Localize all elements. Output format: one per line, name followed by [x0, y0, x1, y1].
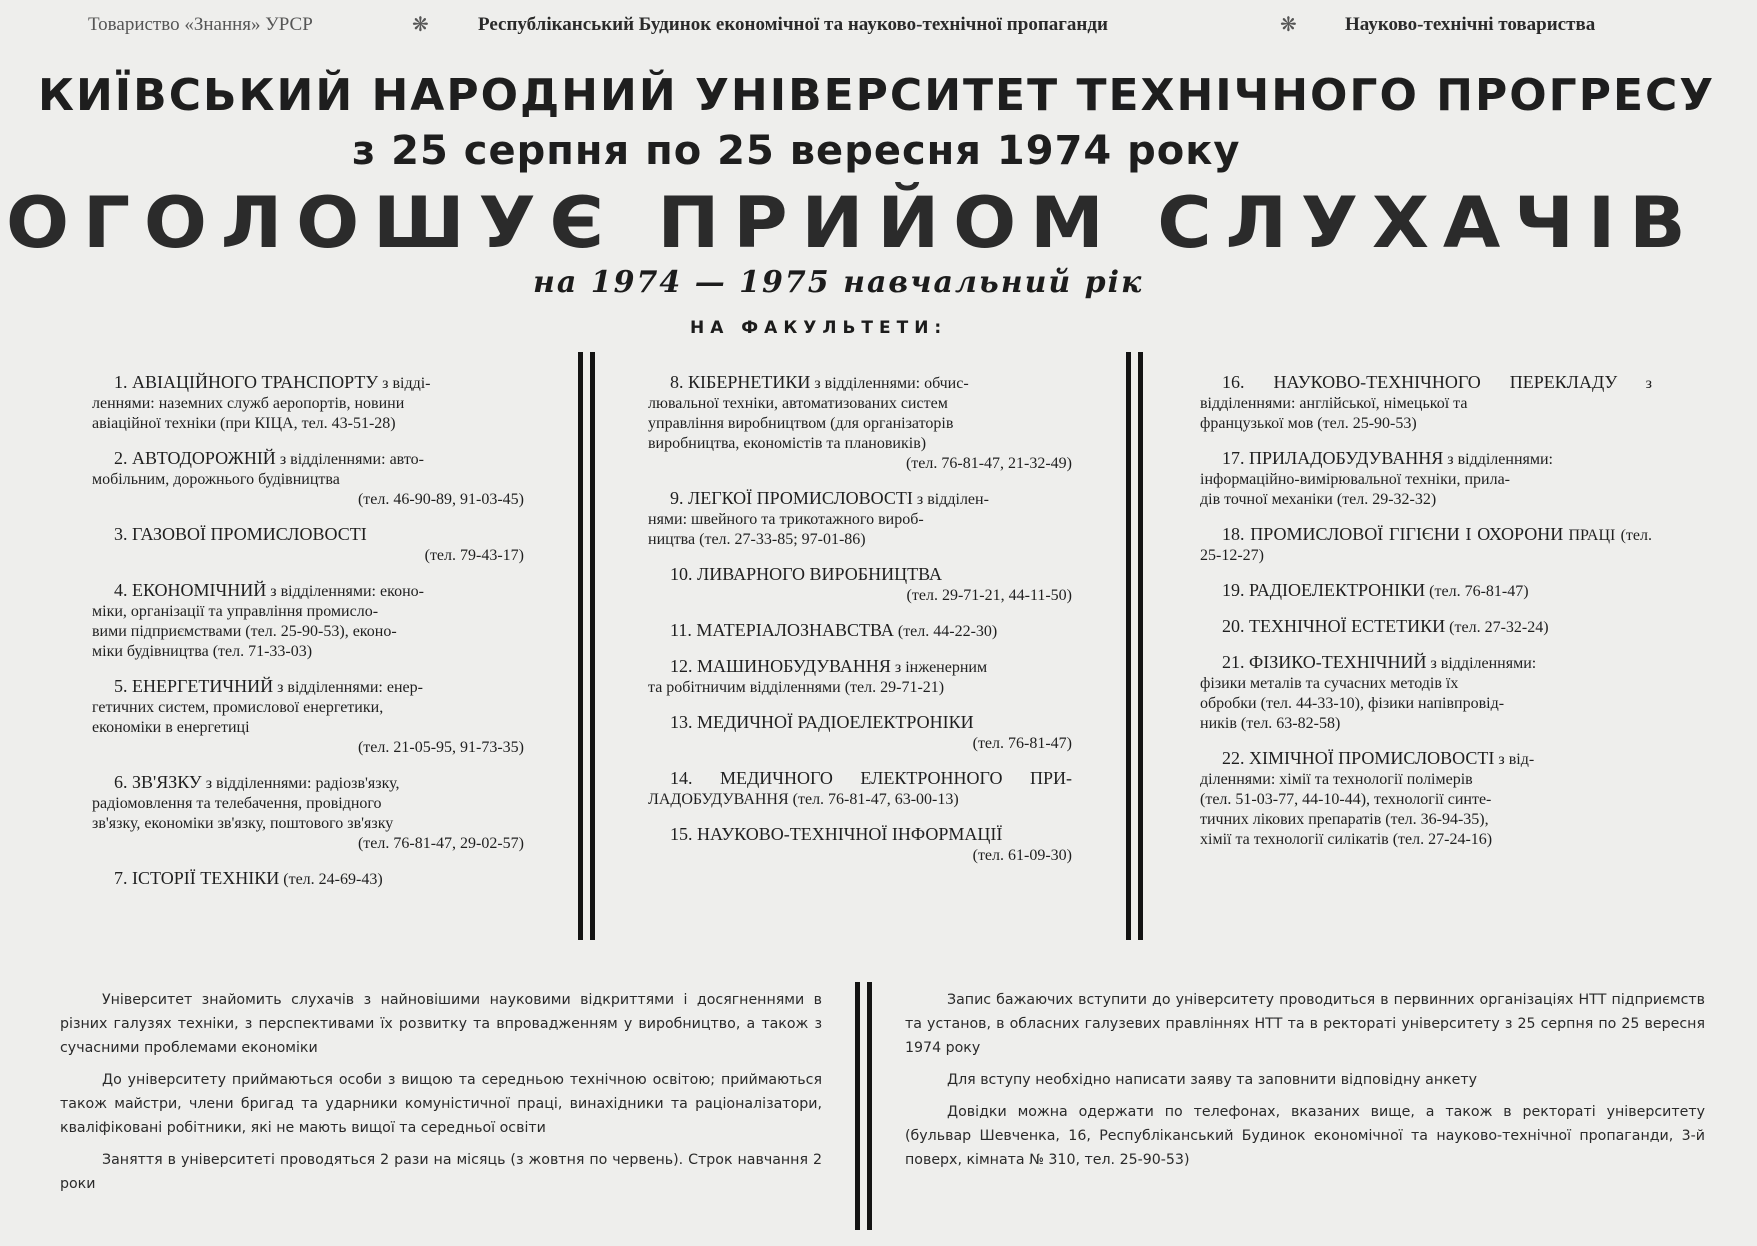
header-org-mid: Республіканський Будинок економічної та науково-технічної пропаганди: [478, 14, 1108, 35]
faculty-phone: (тел. 76-81-47, 29-02-57): [357, 835, 524, 852]
faculty-detail: з відділеннями: енер-: [273, 679, 423, 696]
faculty-item: [1200, 616, 1652, 638]
faculty-detail: економіки в енергетиці: [92, 719, 250, 736]
faculty-detail: з відділеннями: обчис-: [810, 375, 969, 392]
faculty-item: [648, 372, 1072, 474]
info-divider: [855, 982, 860, 1230]
faculty-detail: з відділеннями: авто-: [275, 451, 424, 468]
faculty-name: 10. ЛИВАРНОГО ВИРОБНИЦТВА: [670, 564, 942, 584]
faculty-name: 17. ПРИЛАДОБУДУВАННЯ: [1222, 448, 1444, 468]
faculty-item: [92, 372, 524, 434]
faculty-detail: (тел. 44-22-30): [893, 623, 998, 640]
faculty-phone: (тел. 76-81-47): [972, 735, 1072, 752]
title-headline: ОГОЛОШУЄ ПРИЙОМ СЛУХАЧІВ: [6, 182, 1700, 264]
faculties-heading: НА ФАКУЛЬТЕТИ:: [690, 318, 948, 338]
info-left: [60, 988, 822, 1204]
faculty-item: [92, 868, 524, 890]
faculty-detail: з відділеннями:: [1426, 655, 1537, 672]
faculty-item: [1200, 580, 1652, 602]
faculty-detail: лювальної техніки, автоматизованих систем: [648, 395, 948, 412]
faculty-phone: (тел. 46-90-89, 91-03-45): [357, 491, 524, 508]
title-line2: з 25 серпня по 25 вересня 1974 року: [352, 128, 1241, 174]
column-divider: [590, 352, 595, 940]
faculty-item: [1200, 748, 1652, 850]
header-org-right: Науково-технічні товариства: [1345, 14, 1596, 35]
faculty-detail: з відділеннями: англійської, німецької та: [1200, 375, 1652, 412]
faculty-item: [648, 656, 1072, 698]
faculty-detail: (тел. 24-69-43): [279, 871, 383, 888]
faculty-phone: (тел. 61-09-30): [972, 847, 1072, 864]
faculty-detail: леннями: наземних служб аеропортів, новини: [92, 395, 405, 412]
faculty-name: 20. ТЕХНІЧНОЇ ЕСТЕТИКИ: [1222, 616, 1446, 636]
faculty-item: [1200, 448, 1652, 510]
faculty-item: [648, 712, 1072, 754]
faculty-item: [1200, 652, 1652, 734]
faculty-name: 6. ЗВ'ЯЗКУ: [114, 772, 202, 792]
faculty-name: 18. ПРОМИСЛОВОЇ ГІГІЄНИ І ОХОРОНИ: [1222, 524, 1564, 544]
academic-year: на 1974 — 1975 навчальний рік: [533, 265, 1144, 300]
faculty-detail: з від-: [1494, 751, 1535, 768]
faculty-detail: ництва (тел. 27-33-85; 97-01-86): [648, 531, 866, 548]
faculty-item: [92, 580, 524, 662]
faculty-item: [648, 824, 1072, 866]
faculty-phone: (тел. 29-71-21, 44-11-50): [906, 587, 1072, 604]
faculty-detail: хімії та технології силікатів (тел. 27-24-16): [1200, 831, 1493, 848]
info-paragraph: Заняття в університеті проводяться 2 рази на місяць (з жовтня по червень). Строк навчання 2 роки: [60, 1152, 822, 1192]
faculty-detail: авіаційної техніки (при КІЦА, тел. 43-51-28): [92, 415, 396, 432]
faculty-name: 3. ГАЗОВОЇ ПРОМИСЛОВОСТІ: [114, 524, 367, 544]
faculty-column-1: [92, 372, 524, 904]
info-divider: [867, 982, 872, 1230]
emblem-icon: ❋: [412, 12, 429, 36]
faculty-name: 7. ІСТОРІЇ ТЕХНІКИ: [114, 868, 280, 888]
info-paragraph: До університету приймаються особи з вищою та середньою технічною освітою; приймаються також майстри, члени бригад та ударники комуністичної праці, винахідники та раціоналізатори, кваліфіковані робітники, які не мають вищої та середньої освіти: [60, 1072, 822, 1136]
faculty-detail: ПРАЦІ (тел. 25-12-27): [1200, 527, 1653, 564]
faculty-detail: інформаційно-вимірювальної техніки, прила-: [1200, 471, 1510, 488]
faculty-detail: з відділеннями: радіозв'язку,: [201, 775, 400, 792]
faculty-detail: виробництва, економістів та плановиків): [648, 435, 927, 452]
faculty-name: 15. НАУКОВО-ТЕХНІЧНОЇ ІНФОРМАЦІЇ: [670, 824, 1003, 844]
faculty-item: [648, 768, 1072, 810]
faculty-phone: (тел. 79-43-17): [424, 547, 524, 564]
faculty-name: 2. АВТОДОРОЖНІЙ: [114, 448, 276, 468]
faculty-detail: міки будівництва (тел. 71-33-03): [92, 643, 313, 660]
faculty-detail: гетичних систем, промислової енергетики,: [92, 699, 384, 716]
faculty-detail: вими підприємствами (тел. 25-90-53), еконо-: [92, 623, 397, 640]
faculty-name: 14. МЕДИЧНОГО ЕЛЕКТРОННОГО ПРИ-: [670, 768, 1072, 788]
faculty-name: 1. АВІАЦІЙНОГО ТРАНСПОРТУ: [114, 372, 379, 392]
faculty-name: 13. МЕДИЧНОЇ РАДІОЕЛЕКТРОНІКИ: [670, 712, 974, 732]
faculty-detail: фізики металів та сучасних методів їх: [1200, 675, 1459, 692]
faculty-detail: радіомовлення та телебачення, провідного: [92, 795, 382, 812]
faculty-detail: тичних лікових препаратів (тел. 36-94-35),: [1200, 811, 1489, 828]
faculty-detail: з відді-: [378, 375, 431, 392]
faculty-name: 9. ЛЕГКОЇ ПРОМИСЛОВОСТІ: [670, 488, 913, 508]
faculty-item: [92, 448, 524, 510]
faculty-detail: (тел. 27-32-24): [1445, 619, 1549, 636]
info-paragraph: Запис бажаючих вступити до університету проводиться в первинних організаціях НТТ підприємств та установ, в обласних галузевих правліннях НТТ та в ректораті університету з 25 серпня по 25 вересня 1974 року: [905, 992, 1705, 1056]
faculty-item: [1200, 524, 1652, 566]
faculty-item: [1200, 372, 1652, 434]
faculty-column-3: [1200, 372, 1652, 864]
faculty-detail: (тел. 76-81-47): [1425, 583, 1529, 600]
faculty-column-2: [648, 372, 1072, 880]
faculty-detail: (тел. 51-03-77, 44-10-44), технології синте-: [1200, 791, 1492, 808]
column-divider: [1138, 352, 1143, 940]
faculty-detail: дів точної механіки (тел. 29-32-32): [1200, 491, 1437, 508]
faculty-detail: мобільним, дорожнього будівництва: [92, 471, 340, 488]
column-divider: [578, 352, 583, 940]
faculty-name: 19. РАДІОЕЛЕКТРОНІКИ: [1222, 580, 1426, 600]
faculty-detail: з відділеннями: еконо-: [266, 583, 424, 600]
faculty-name: 22. ХІМІЧНОЇ ПРОМИСЛОВОСТІ: [1222, 748, 1495, 768]
emblem-icon: ❋: [1280, 12, 1297, 36]
info-right: [905, 988, 1705, 1180]
faculty-item: [92, 772, 524, 854]
faculty-item: [92, 676, 524, 758]
faculty-name: 21. ФІЗИКО-ТЕХНІЧНИЙ: [1222, 652, 1427, 672]
info-paragraph: Довідки можна одержати по телефонах, вказаних вище, а також в ректораті університету (бульвар Шевченка, 16, Республіканський Будинок економічної та науково-технічної пропаганди, 3-й поверх, кімната № 310, тел. 25-90-53): [905, 1104, 1705, 1168]
faculty-item: [648, 564, 1072, 606]
faculty-detail: зв'язку, економіки зв'язку, поштового зв'язку: [92, 815, 394, 832]
faculty-detail: з відділен-: [912, 491, 989, 508]
column-divider: [1126, 352, 1131, 940]
info-paragraph: Університет знайомить слухачів з найновішими науковими відкриттями і досягненнями в різних галузях техніки, з перспективами їх розвитку та впровадженням у виробництво, а також з сучасними проблемами економіки: [60, 992, 822, 1056]
faculty-detail: ників (тел. 63-82-58): [1200, 715, 1341, 732]
faculty-name: 8. КІБЕРНЕТИКИ: [670, 372, 811, 392]
faculty-phone: (тел. 76-81-47, 21-32-49): [905, 455, 1072, 472]
header-org-left: Товариство «Знання» УРСР: [88, 14, 313, 35]
faculty-item: [648, 488, 1072, 550]
faculty-item: [648, 620, 1072, 642]
faculty-phone: (тел. 21-05-95, 91-73-35): [357, 739, 524, 756]
faculty-detail: французької мов (тел. 25-90-53): [1200, 415, 1417, 432]
faculty-name: 11. МАТЕРІАЛОЗНАВСТВА: [670, 620, 894, 640]
faculty-name: 16. НАУКОВО-ТЕХНІЧНОГО ПЕРЕКЛАДУ: [1222, 372, 1618, 392]
faculty-name: 12. МАШИНОБУДУВАННЯ: [670, 656, 891, 676]
title-line1: КИЇВСЬКИЙ НАРОДНИЙ УНІВЕРСИТЕТ ТЕХНІЧНОГО ПРОГРЕСУ: [38, 70, 1716, 121]
info-paragraph: Для вступу необхідно написати заяву та заповнити відповідну анкету: [947, 1072, 1478, 1088]
faculty-detail: діленнями: хімії та технології полімерів: [1200, 771, 1473, 788]
faculty-detail: з інженерним: [890, 659, 988, 676]
faculty-item: [92, 524, 524, 566]
faculty-detail: нями: швейного та трикотажного вироб-: [648, 511, 924, 528]
faculty-detail: обробки (тел. 44-33-10), фізики напівпровід-: [1200, 695, 1505, 712]
faculty-detail: ЛАДОБУДУВАННЯ (тел. 76-81-47, 63-00-13): [648, 791, 959, 808]
faculty-name: 5. ЕНЕРГЕТИЧНИЙ: [114, 676, 274, 696]
faculty-detail: та робітничим відділеннями (тел. 29-71-21): [648, 679, 945, 696]
faculty-name: 4. ЕКОНОМІЧНИЙ: [114, 580, 267, 600]
faculty-detail: міки, організації та управління промисло-: [92, 603, 379, 620]
faculty-detail: управління виробництвом (для організаторів: [648, 415, 954, 432]
faculty-detail: з відділеннями:: [1443, 451, 1553, 468]
